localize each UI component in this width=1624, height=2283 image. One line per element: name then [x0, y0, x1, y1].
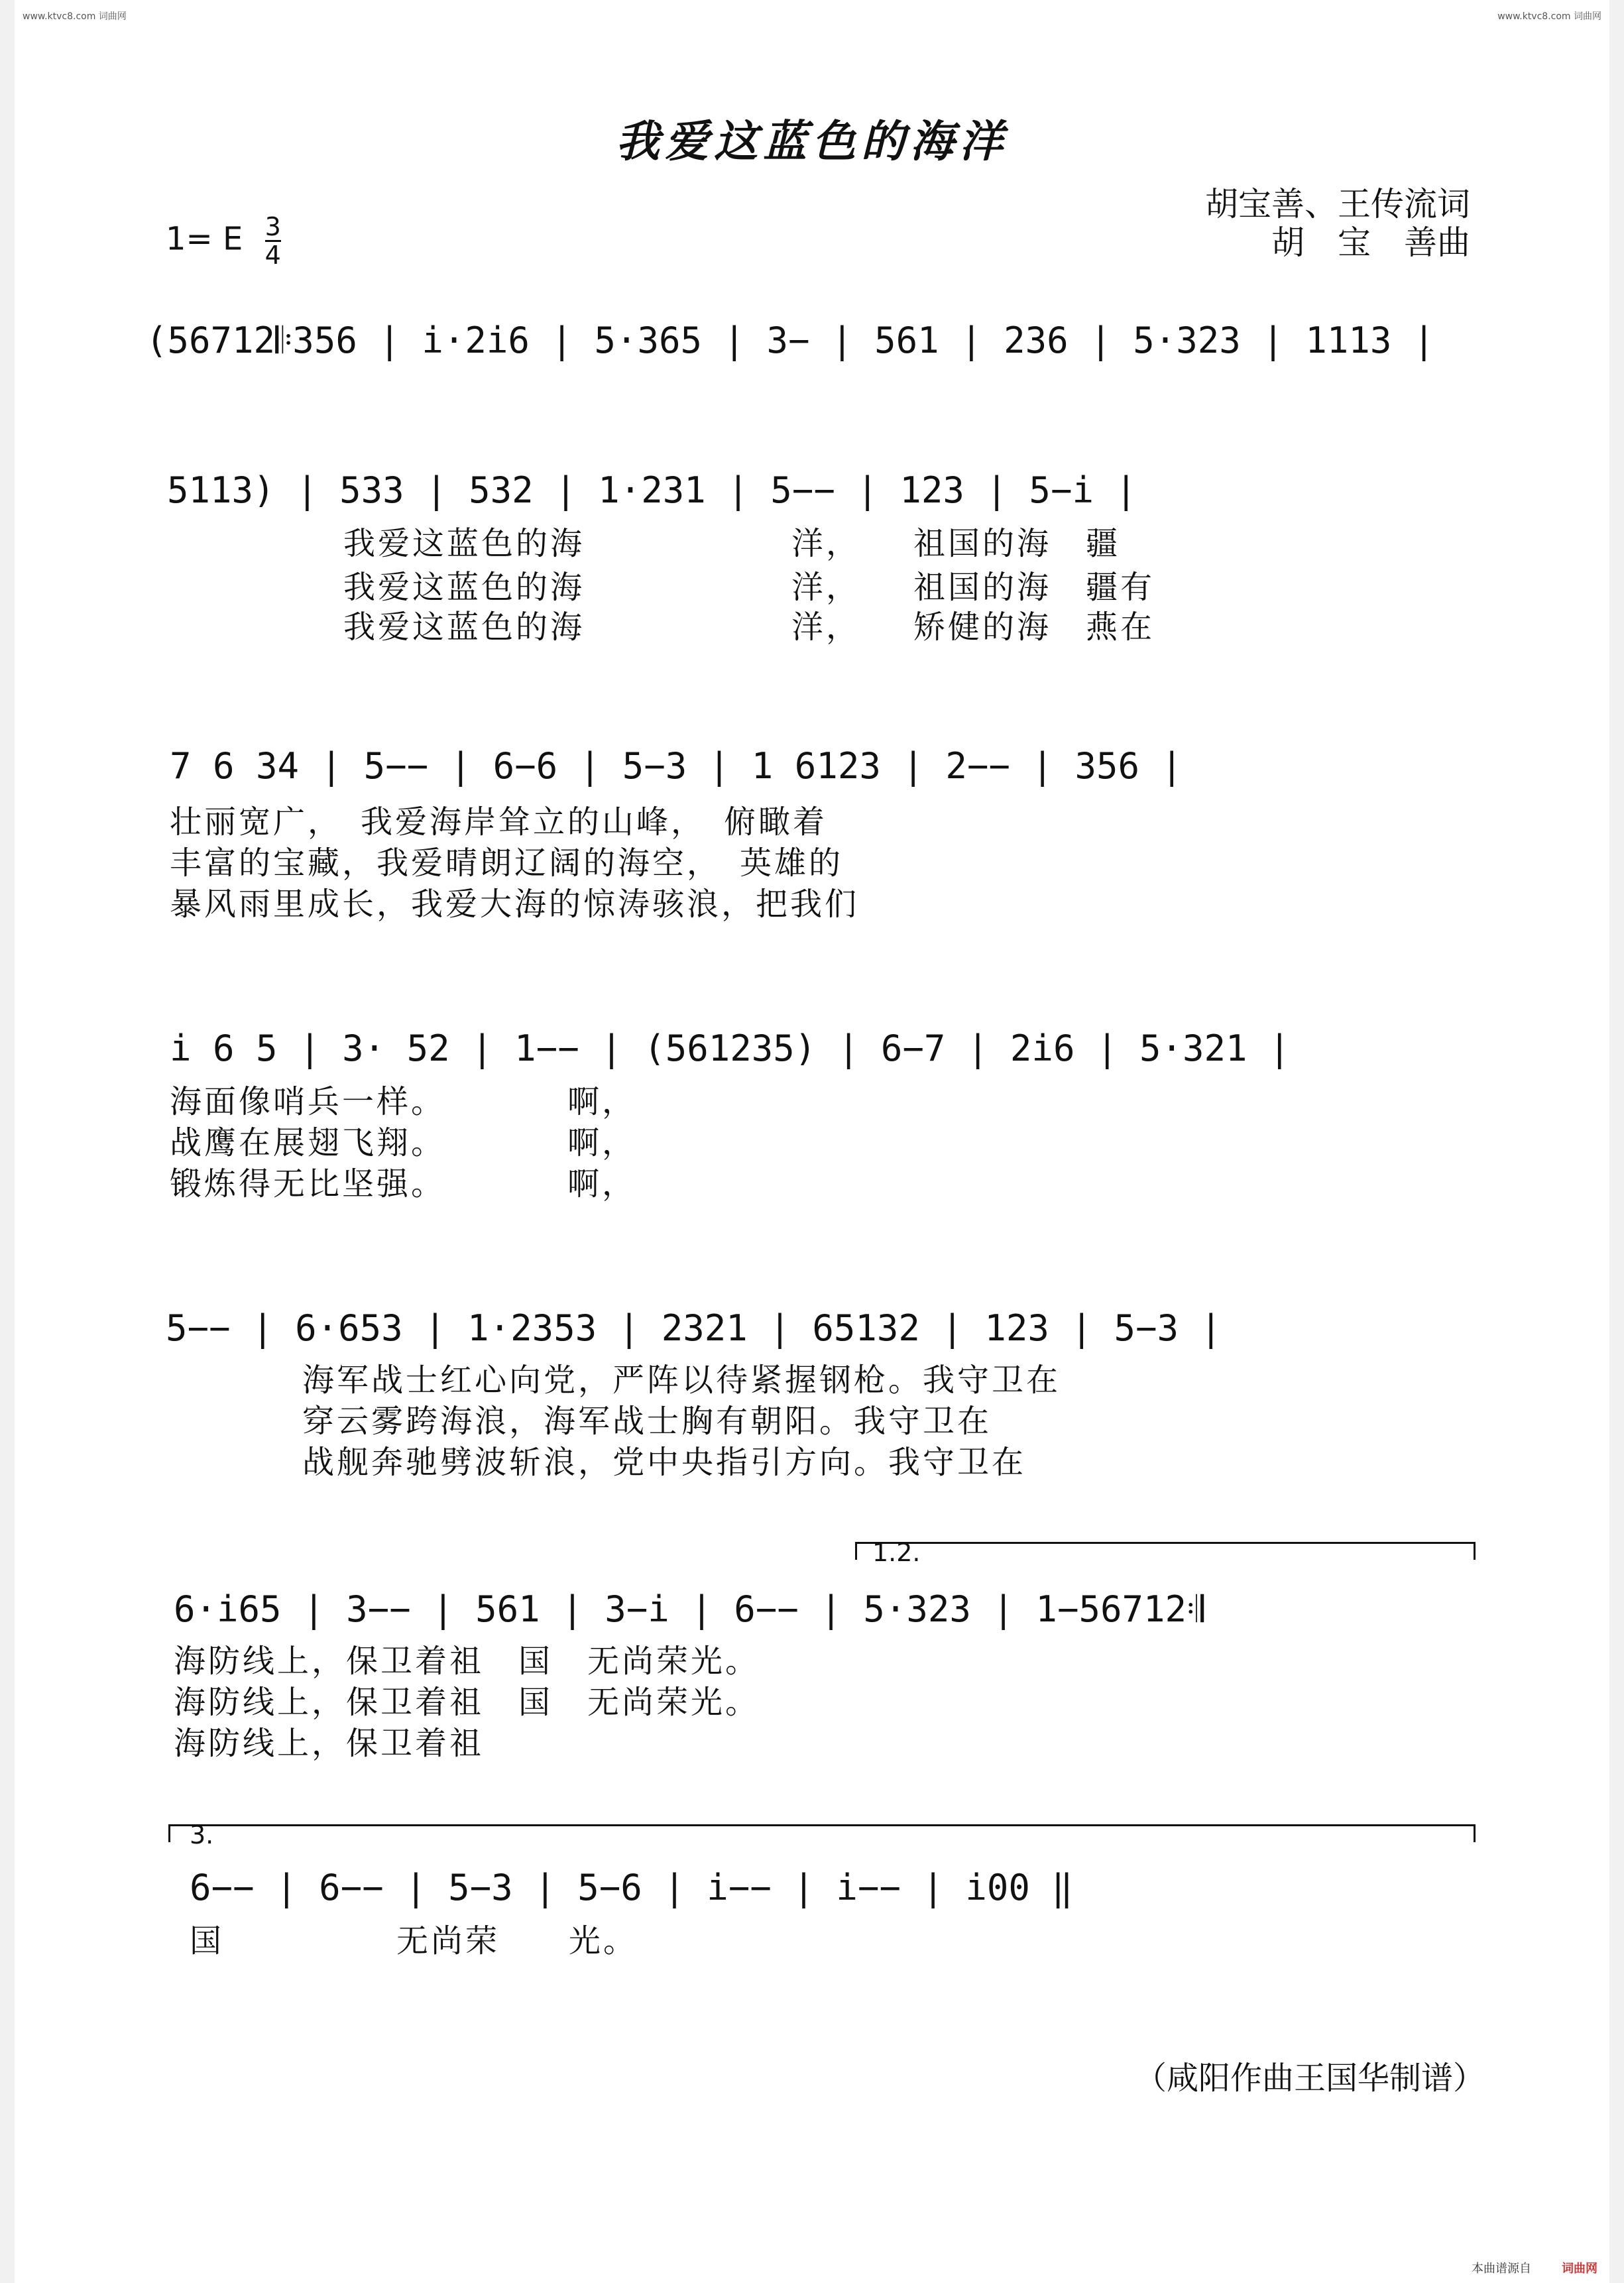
- lyric-row-2-verse-2: 我爱这蓝色的海 洋， 祖国的海 疆有: [343, 569, 1155, 606]
- source-brand-name: 词曲网: [1562, 2262, 1597, 2276]
- score-row-4: i 6 5 | 3· 52 | 1−− | (561235) | 6−7 | 2i6 | 5·321 |: [170, 1027, 1291, 1069]
- lyric-row-4-verse-1: 海面像哨兵一样。 啊，: [170, 1083, 637, 1120]
- lyric-row-6-verse-3: 海防线上，保卫着祖: [174, 1725, 485, 1762]
- lyric-row-5-verse-2: 穿云雾跨海浪，海军战士胸有朝阳。我守卫在: [302, 1403, 992, 1440]
- lyric-row-3-verse-3: 暴风雨里成长，我爱大海的惊涛骇浪，把我们: [170, 886, 860, 923]
- volta-bracket-3: [168, 1824, 1476, 1842]
- right-page-edge: [1609, 0, 1624, 2283]
- volta-bracket-1-2: [855, 1542, 1476, 1560]
- lyric-row-5-verse-3: 战舰奔驰劈波斩浪，党中央指引方向。我守卫在: [302, 1444, 1027, 1481]
- time-signature: [265, 213, 281, 268]
- score-row-2: 5113) | 533 | 532 | 1·231 | 5−− | 123 | 5−i |: [167, 469, 1137, 511]
- score-row-3: 7 6 34 | 5−− | 6−6 | 5−3 | 1 6123 | 2−− | 356 |: [170, 745, 1183, 787]
- lyric-row-7-verse-1: 国 无尚荣 光。: [190, 1922, 638, 1960]
- lyric-row-4-verse-3: 锻炼得无比坚强。 啊，: [170, 1165, 637, 1202]
- lyric-row-2-verse-1: 我爱这蓝色的海 洋， 祖国的海 疆: [343, 525, 1121, 562]
- transcriber-note: （咸阳作曲王国华制谱）: [1134, 2060, 1485, 2097]
- source-brand-label: 本曲谱源自: [1472, 2262, 1531, 2276]
- volta-label-3: 3.: [190, 1820, 214, 1849]
- site-watermark-left: www.ktvc8.com 词曲网: [23, 11, 127, 22]
- left-page-edge: [0, 0, 15, 2283]
- score-row-6: 6·i65 | 3−− | 561 | 3−i | 6−− | 5·323 | 1−56712𝄇: [174, 1588, 1204, 1630]
- key-label: 1= E: [166, 220, 243, 258]
- lyric-row-2-verse-3: 我爱这蓝色的海 洋， 矫健的海 燕在: [343, 609, 1155, 646]
- key-signature: [166, 213, 281, 268]
- lyric-row-3-verse-1: 壮丽宽广， 我爱海岸耸立的山峰， 俯瞰着: [170, 803, 828, 841]
- score-row-1: (56712𝄆356 | i·2i6 | 5·365 | 3− | 561 | 236 | 5·323 | 1113 |: [146, 320, 1435, 361]
- site-watermark-right: www.ktvc8.com 词曲网: [1497, 11, 1601, 22]
- score-row-5: 5−− | 6·653 | 1·2353 | 2321 | 65132 | 123 | 5−3 |: [166, 1307, 1222, 1349]
- score-row-7: 6−− | 6−− | 5−3 | 5−6 | i−− | i−− | i00 ‖: [190, 1867, 1073, 1908]
- volta-label-1-2: 1.2.: [872, 1538, 921, 1567]
- lyric-row-5-verse-1: 海军战士红心向党，严阵以待紧握钢枪。我守卫在: [302, 1362, 1061, 1399]
- song-title: 我爱这蓝色的海洋: [616, 115, 1008, 167]
- lyric-row-6-verse-1: 海防线上，保卫着祖 国 无尚荣光。: [174, 1643, 760, 1680]
- time-beats: 3: [264, 212, 281, 241]
- lyric-row-3-verse-2: 丰富的宝藏，我爱晴朗辽阔的海空， 英雄的: [170, 845, 844, 882]
- lyricist-credit: 胡宝善、王传流词: [1205, 185, 1470, 223]
- time-unit: 4: [264, 241, 281, 270]
- lyric-row-6-verse-2: 海防线上，保卫着祖 国 无尚荣光。: [174, 1684, 760, 1721]
- lyric-row-4-verse-2: 战鹰在展翅飞翔。 啊，: [170, 1124, 637, 1161]
- composer-credit: 胡 宝 善曲: [1271, 223, 1470, 262]
